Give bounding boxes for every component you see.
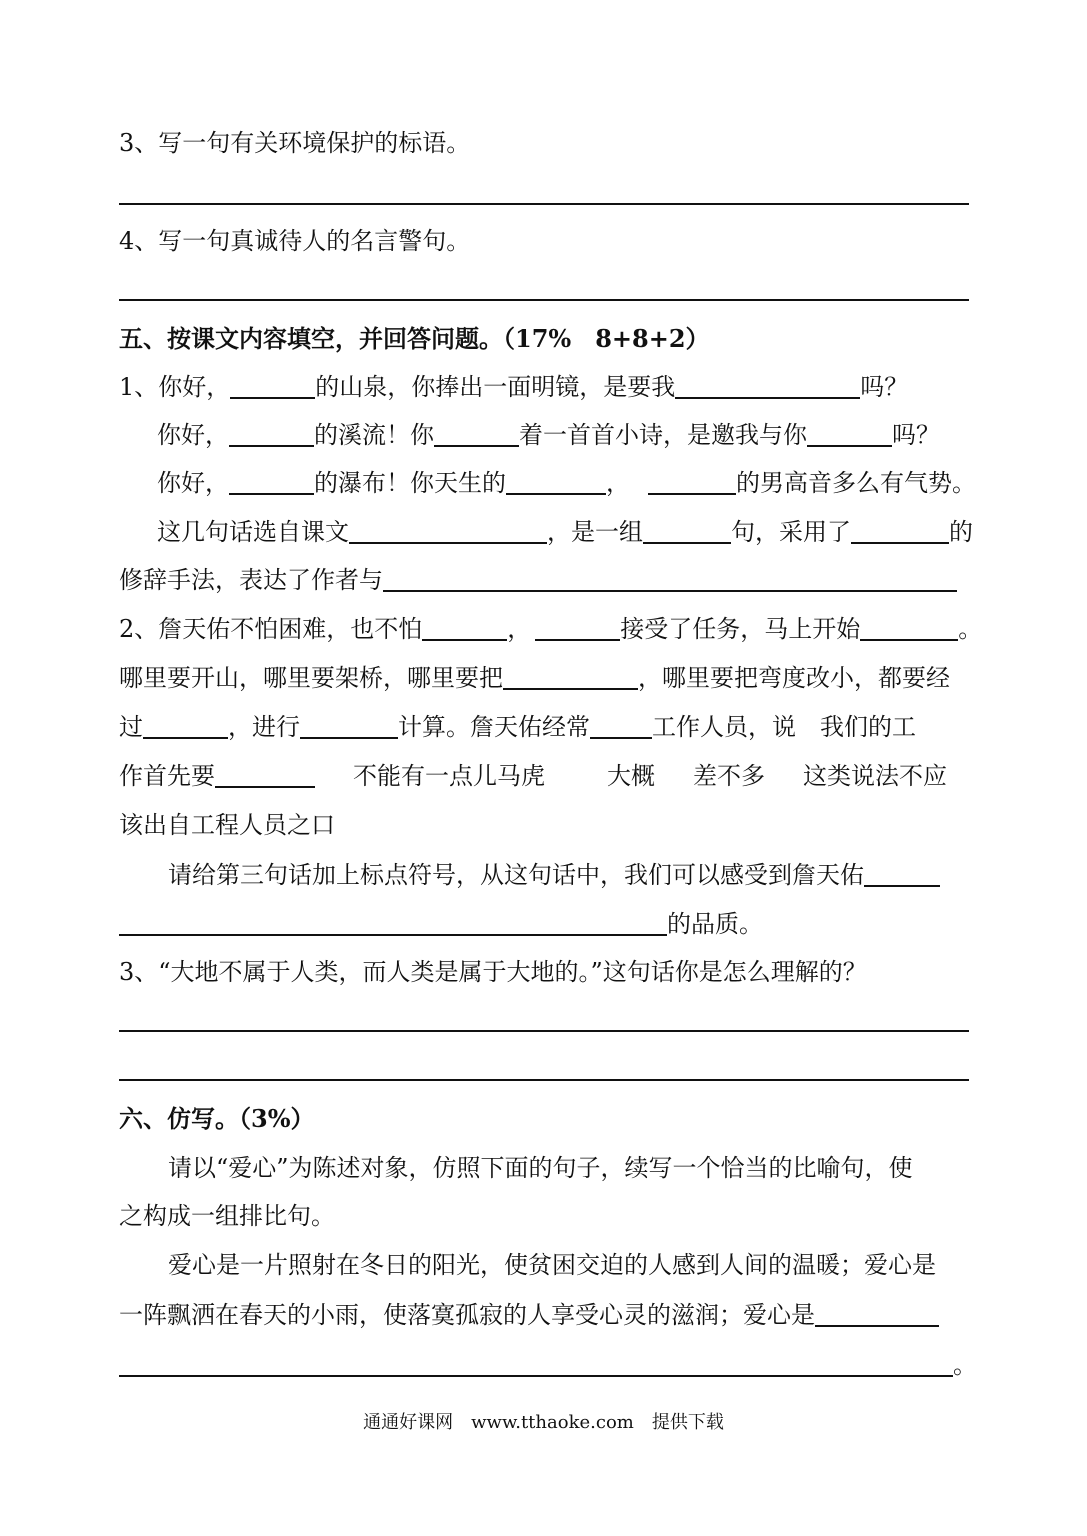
section-6-example-2: 一阵飘洒在春天的小雨，使落寞孤寂的人享受心灵的滋润；爱心是 bbox=[119, 1300, 939, 1330]
fill-blank[interactable] bbox=[643, 518, 731, 544]
section-6-answer-line: 。 bbox=[119, 1350, 977, 1380]
question-5-2-line-4: 作首先要 不能有一点儿马虎 大概 差不多 这类说法不应 bbox=[119, 762, 947, 790]
answer-line bbox=[119, 299, 969, 301]
question-5-2-prompt: 请给第三句话加上标点符号，从这句话中，我们可以感受到詹天佑 bbox=[168, 860, 940, 890]
question-4-4: 4、写一句真诚待人的名言警句。 bbox=[119, 227, 471, 255]
fill-blank[interactable] bbox=[119, 1351, 953, 1377]
fill-blank[interactable] bbox=[119, 910, 667, 936]
question-5-2-line-3: 过 ，进行 计算。詹天佑经常 工作人员，说 我们的工 bbox=[119, 713, 916, 741]
fill-blank[interactable] bbox=[383, 566, 957, 592]
fill-blank[interactable] bbox=[230, 373, 315, 399]
answer-line bbox=[119, 1030, 969, 1032]
fill-blank[interactable] bbox=[860, 615, 958, 641]
answer-line bbox=[119, 1079, 969, 1081]
fill-blank[interactable] bbox=[300, 713, 398, 739]
question-5-1-line-2: 你好， 的溪流！你 着一首首小诗，是邀我与你 吗？ bbox=[157, 421, 940, 449]
answer-line bbox=[119, 203, 969, 205]
fill-blank[interactable] bbox=[675, 373, 860, 399]
fill-blank[interactable] bbox=[503, 664, 638, 690]
question-5-1-line-3: 你好， 的瀑布！你天生的 ， 的男高音多么有气势。 bbox=[157, 469, 976, 497]
fill-blank[interactable] bbox=[143, 713, 228, 739]
question-5-2-line-5: 该出自工程人员之口 bbox=[119, 811, 335, 839]
page-footer: 通通好课网 www.tthaoke.com 提供下载 bbox=[363, 1412, 724, 1433]
fill-blank[interactable] bbox=[807, 421, 892, 447]
section-6-example-1: 爱心是一片照射在冬日的阳光，使贫困交迫的人感到人间的温暖；爱心是 bbox=[168, 1251, 936, 1279]
section-6-instruction-2: 之构成一组排比句。 bbox=[119, 1202, 335, 1230]
fill-blank[interactable] bbox=[434, 421, 519, 447]
fill-blank[interactable] bbox=[215, 762, 315, 788]
question-5-1-line-4: 这几句话选自课文 ，是一组 句，采用了 的 bbox=[157, 518, 973, 546]
fill-blank[interactable] bbox=[349, 518, 547, 544]
question-5-2-line-2: 哪里要开山，哪里要架桥，哪里要把 ，哪里要把弯度改小，都要经 bbox=[119, 664, 950, 692]
fill-blank[interactable] bbox=[422, 615, 507, 641]
question-5-1-line-1: 1、你好， 的山泉，你捧出一面明镜，是要我 吗？ bbox=[119, 373, 909, 401]
fill-blank[interactable] bbox=[815, 1301, 939, 1327]
question-5-3: 3、“大地不属于人类，而人类是属于大地的。”这句话你是怎么理解的？ bbox=[119, 958, 867, 986]
section-6-heading: 六、仿写。（3%） bbox=[119, 1104, 315, 1133]
fill-blank[interactable] bbox=[864, 861, 940, 887]
question-5-1-line-5: 修辞手法，表达了作者与 bbox=[119, 565, 957, 595]
question-4-3: 3、写一句有关环境保护的标语。 bbox=[119, 129, 471, 157]
section-5-heading: 五、按课文内容填空，并回答问题。（17% 8+8+2） bbox=[119, 324, 710, 353]
fill-blank[interactable] bbox=[229, 421, 314, 447]
section-6-instruction-1: 请以“爱心”为陈述对象，仿照下面的句子，续写一个恰当的比喻句，使 bbox=[168, 1154, 913, 1182]
fill-blank[interactable] bbox=[535, 615, 620, 641]
question-5-2-prompt-end: 的品质。 bbox=[119, 909, 763, 939]
fill-blank[interactable] bbox=[851, 518, 949, 544]
fill-blank[interactable] bbox=[648, 469, 736, 495]
fill-blank[interactable] bbox=[590, 713, 652, 739]
question-5-2-line-1: 2、詹天佑不怕困难，也不怕 ， 接受了任务，马上开始 。 bbox=[119, 615, 983, 643]
fill-blank[interactable] bbox=[229, 469, 314, 495]
fill-blank[interactable] bbox=[506, 469, 606, 495]
